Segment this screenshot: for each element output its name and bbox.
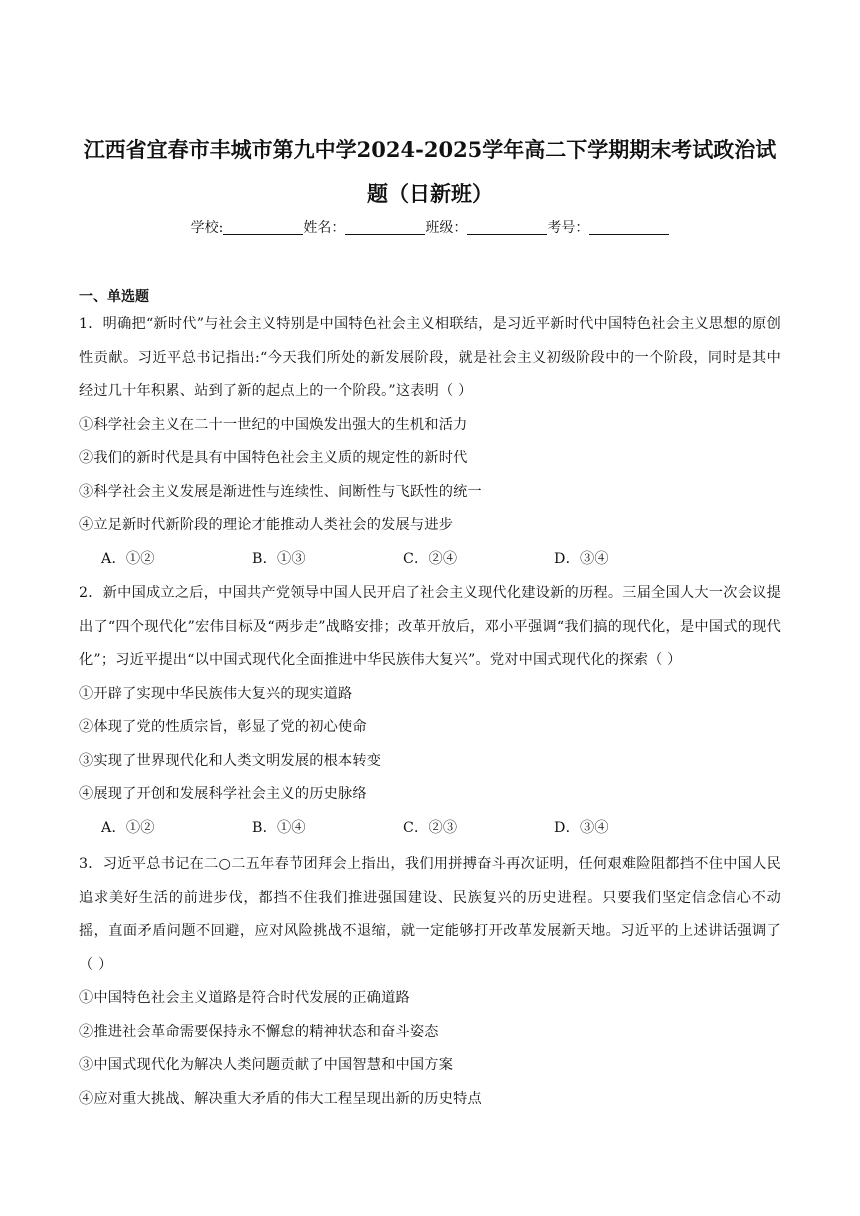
choice-d[interactable]: D．③④ — [554, 819, 609, 836]
section-heading: 一、单选题 — [79, 289, 149, 305]
question-1 — [79, 308, 781, 576]
choice-c[interactable]: C．②④ — [403, 550, 458, 567]
statement-option: ④立足新时代新阶段的理论才能推动人类社会的发展与进步 — [79, 517, 454, 533]
statement-option: ①开辟了实现中华民族伟大复兴的现实道路 — [79, 685, 353, 702]
student-info-line — [0, 218, 860, 238]
choice-a[interactable]: A．①② — [101, 550, 155, 567]
exam-title-line-1: 江西省宜春市丰城市第九中学2024-2025学年高二下学期期末考试政治试 — [83, 137, 777, 162]
statement-option: ②我们的新时代是具有中国特色社会主义质的规定性的新时代 — [79, 450, 468, 466]
choice-c[interactable]: C．②③ — [403, 819, 458, 836]
question-stem: 2．新中国成立之后，中国共产党领导中国人民开启了社会主义现代化建设新的历程。三届全国人大一次会议提出了“四个现代化”宏伟目标及“两步走”战略安排；改革开放后，邓小平强调“我们搞的现代化，是中国式的现代化”；习近平提出“以中国式现代化全面推进中华民族伟大复兴”。党对中国式现代化的探索（ ） — [79, 585, 781, 668]
number-blank — [589, 220, 669, 235]
name-label: 姓名： — [303, 220, 346, 236]
statement-option: ①科学社会主义在二十一世纪的中国焕发出强大的生机和活力 — [79, 416, 468, 433]
statement-option: ③中国式现代化为解决人类问题贡献了中国智慧和中国方案 — [79, 1057, 454, 1073]
choice-b[interactable]: B．①④ — [252, 819, 306, 836]
question-stem: 3．习近平总书记在二○二五年春节团拜会上指出，我们用拼搏奋斗再次证明，任何艰难险阻都挡不住中国人民追求美好生活的前进步伐，都挡不住我们推进强国建设、民族复兴的历史进程。只要我们坚定信念信心不动摇，直面矛盾问题不回避，应对风险挑战不退缩，就一定能够打开改革发展新天地。习近平的上述讲话强调了（ ） — [79, 856, 781, 973]
statement-option: ④展现了开创和发展科学社会主义的历史脉络 — [79, 786, 367, 802]
school-blank — [223, 220, 303, 235]
school-label: 学校: — [190, 220, 224, 236]
question-2 — [79, 577, 781, 845]
class-blank — [467, 220, 547, 235]
number-label: 考号： — [547, 220, 590, 236]
class-label: 班级： — [425, 220, 468, 236]
exam-title-line-2: 题（日新班） — [367, 181, 493, 206]
choice-d[interactable]: D．③④ — [554, 550, 609, 567]
choice-a[interactable]: A．①② — [101, 819, 155, 836]
statement-option: ③科学社会主义发展是渐进性与连续性、间断性与飞跃性的统一 — [79, 483, 482, 500]
statement-option: ④应对重大挑战、解决重大矛盾的伟大工程呈现出新的历史特点 — [79, 1090, 482, 1107]
answer-choices — [79, 543, 781, 577]
statement-option: ①中国特色社会主义道路是符合时代发展的正确道路 — [79, 990, 410, 1006]
question-stem: 1．明确把“新时代”与社会主义特别是中国特色社会主义相联结，是习近平新时代中国特色社会主义思想的原创性贡献。习近平总书记指出:“今天我们所处的新发展阶段，就是社会主义初级阶段中的一个阶段，同时是其中经过几十年积累、站到了新的起点上的一个阶段。”这表明（ ） — [79, 316, 781, 399]
name-blank — [345, 220, 425, 235]
statement-option: ②体现了党的性质宗旨，彰显了党的初心使命 — [79, 719, 367, 735]
answer-choices — [79, 812, 781, 846]
question-3 — [79, 848, 781, 1116]
statement-option: ③实现了世界现代化和人类文明发展的根本转变 — [79, 752, 382, 769]
statement-option: ②推进社会革命需要保持永不懈怠的精神状态和奋斗姿态 — [79, 1023, 439, 1040]
choice-b[interactable]: B．①③ — [252, 550, 306, 567]
